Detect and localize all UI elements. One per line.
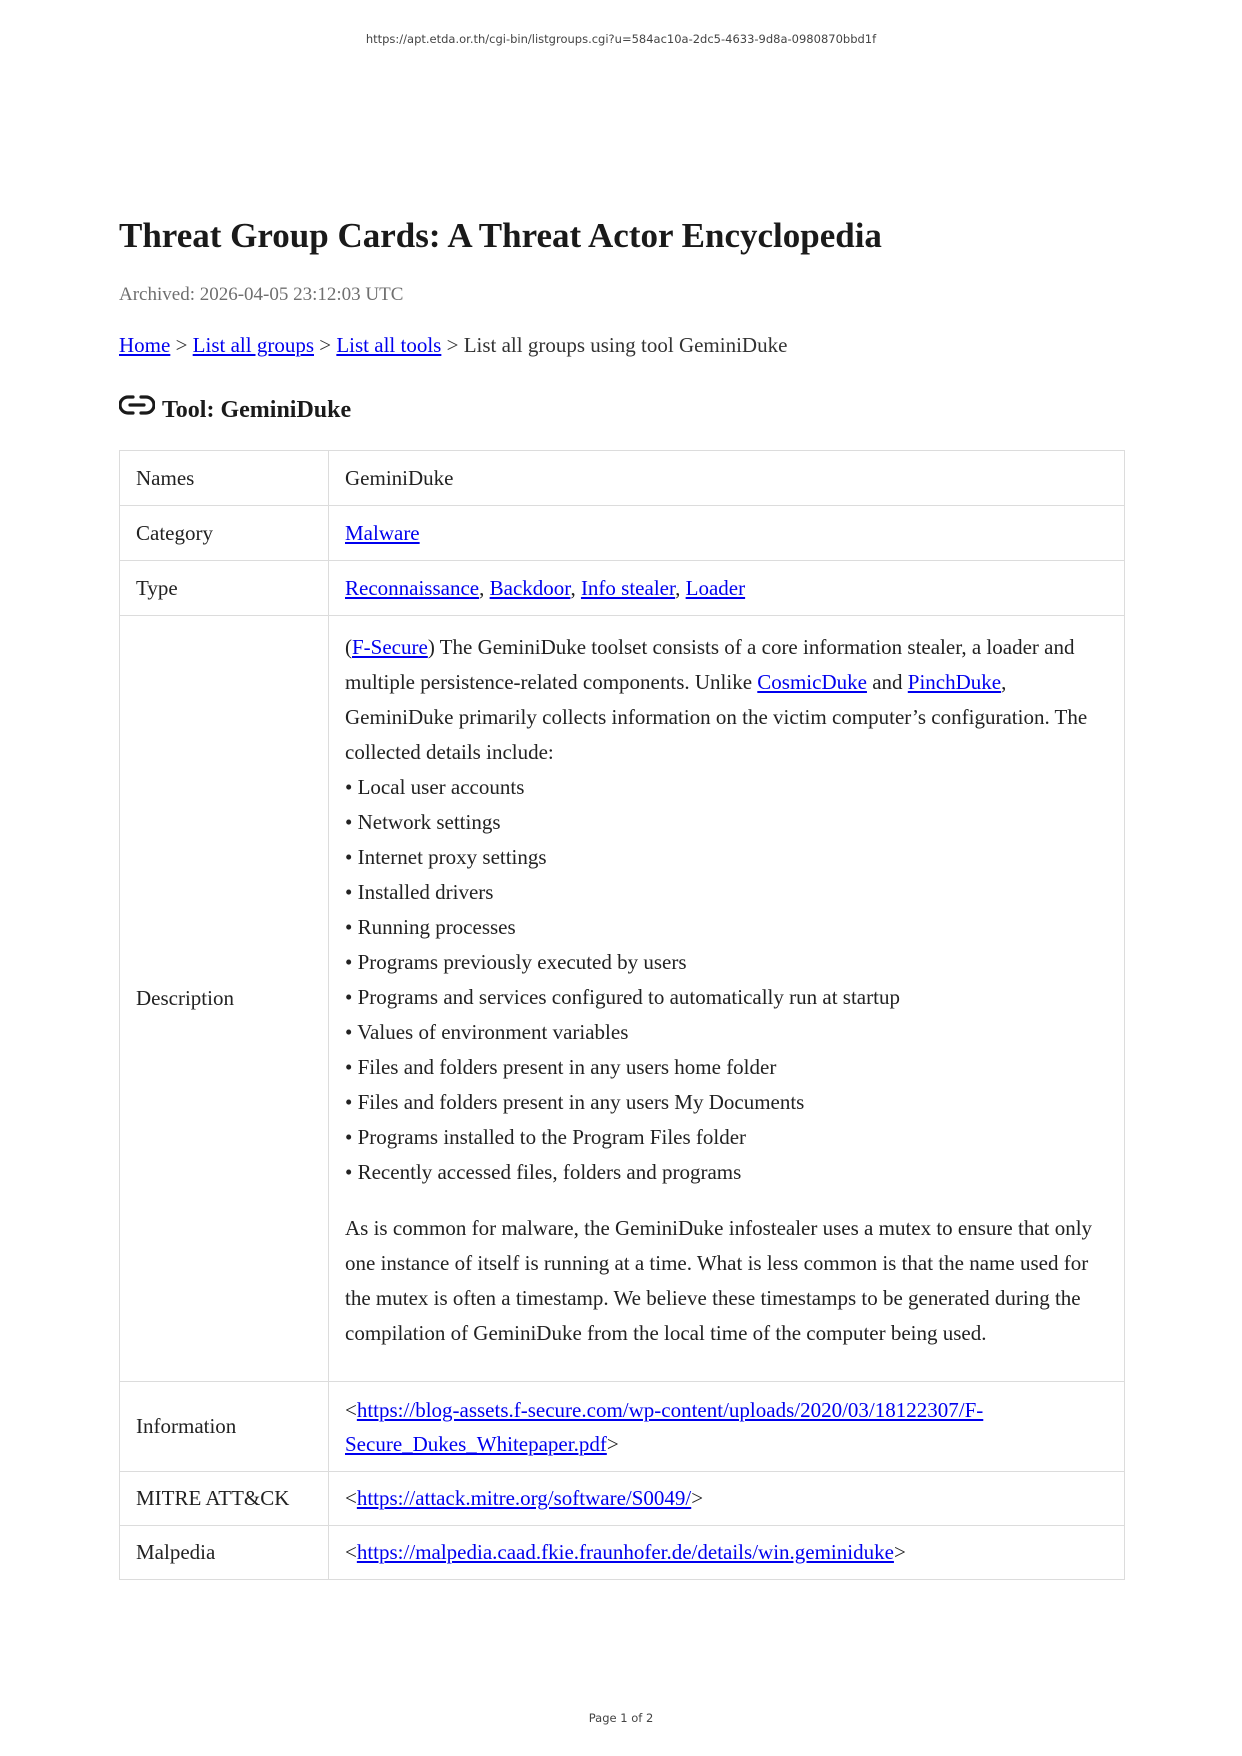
list-item: • Programs installed to the Program Files folder [345, 1125, 747, 1149]
table-row [120, 616, 1125, 1382]
list-item: • Running processes [345, 915, 516, 939]
list-item: • Programs and services configured to automatically run at startup [345, 985, 900, 1009]
type-reconnaissance-link[interactable]: Reconnaissance [345, 575, 480, 600]
angle-open: < [345, 1540, 357, 1564]
description-mutex-paragraph: As is common for malware, the GeminiDuke infostealer uses a mutex to ensure that only one instance of itself is running at a time. What is less common is that the name used for the mutex is often a timestamp. We believe these timestamps to be generated during the compilation of GeminiDuke from the local time of the computer being used. [345, 1216, 1093, 1345]
page-url-header: https://apt.etda.or.th/cgi-bin/listgroups.cgi?u=584ac10a-2dc5-4633-9d8a-0980870bbd1f [365, 32, 877, 46]
description-intro-b: , GeminiDuke primarily collects information on the victim computer’s configuration. The collected details include: [345, 670, 1088, 764]
description-label: Description [120, 616, 329, 1382]
page-title: Threat Group Cards: A Threat Actor Encyclopedia [119, 216, 882, 255]
list-item: • Programs previously executed by users [345, 950, 687, 974]
names-label: Names [120, 451, 329, 506]
description-intro-a: ) The GeminiDuke toolset consists of a core information stealer, a loader and multiple persistence-related components. Unlike [345, 635, 1075, 694]
list-item: • Installed drivers [345, 880, 494, 904]
table-row [120, 506, 1125, 561]
angle-close: > [691, 1486, 704, 1510]
category-malware-link[interactable]: Malware [345, 520, 420, 545]
type-separator: , [675, 575, 681, 600]
names-value: GeminiDuke [329, 451, 1125, 506]
type-separator: , [570, 575, 576, 600]
list-item: • Recently accessed files, folders and programs [345, 1160, 742, 1184]
cosmicduke-link[interactable]: CosmicDuke [757, 670, 867, 694]
breadcrumb-separator: > [319, 333, 332, 357]
list-item: • Files and folders present in any users My Documents [345, 1090, 805, 1114]
malpedia-label: Malpedia [120, 1526, 329, 1580]
type-loader-link[interactable]: Loader [685, 575, 746, 600]
page-number: Page 1 of 2 [588, 1711, 654, 1725]
mitre-value [329, 1472, 1125, 1526]
f-secure-link[interactable]: F-Secure [352, 635, 428, 659]
type-separator: , [479, 575, 485, 600]
breadcrumb [119, 331, 1125, 359]
tool-heading-text: Tool: GeminiDuke [162, 397, 352, 423]
mitre-label: MITRE ATT&CK [120, 1472, 329, 1526]
breadcrumb-groups-link[interactable]: List all groups [192, 333, 314, 357]
type-info-stealer-link[interactable]: Info stealer [580, 575, 676, 600]
description-value [329, 616, 1125, 1382]
mitre-attack-link[interactable]: https://attack.mitre.org/software/S0049/ [356, 1486, 692, 1510]
archived-timestamp: Archived: 2026-04-05 23:12:03 UTC [119, 284, 404, 305]
breadcrumb-home-link[interactable]: Home [119, 333, 171, 357]
table-row [120, 1382, 1125, 1472]
pinchduke-link[interactable]: PinchDuke [907, 670, 1002, 694]
description-intro [345, 630, 1106, 770]
category-label: Category [120, 506, 329, 561]
list-item: • Values of environment variables [345, 1020, 629, 1044]
tool-heading [119, 393, 1125, 425]
malpedia-value [329, 1526, 1125, 1580]
description-and: and [872, 670, 903, 694]
breadcrumb-separator: > [175, 333, 188, 357]
list-item: • Internet proxy settings [345, 845, 547, 869]
breadcrumb-separator: > [446, 333, 459, 357]
category-value [329, 506, 1125, 561]
angle-open: < [345, 1486, 357, 1510]
f-secure-whitepaper-link[interactable]: https://blog-assets.f-secure.com/wp-content/uploads/2020/03/18122307/F-Secure_Dukes_Whitepaper.pdf [345, 1397, 984, 1456]
list-item: • Files and folders present in any users home folder [345, 1055, 777, 1079]
table-row [120, 1472, 1125, 1526]
malpedia-link[interactable]: https://malpedia.caad.fkie.fraunhofer.de/details/win.geminiduke [356, 1540, 894, 1564]
table-row [120, 451, 1125, 506]
source-open-paren: ( [345, 635, 352, 659]
list-item: • Local user accounts [345, 775, 525, 799]
breadcrumb-current: List all groups using tool GeminiDuke [463, 333, 788, 357]
table-row [120, 1526, 1125, 1580]
type-backdoor-link[interactable]: Backdoor [489, 575, 571, 600]
breadcrumb-tools-link[interactable]: List all tools [336, 333, 442, 357]
angle-close: > [893, 1540, 906, 1564]
table-row [120, 561, 1125, 616]
main-content [119, 212, 1125, 1580]
information-value [329, 1382, 1125, 1472]
link-icon [119, 393, 155, 417]
type-value [329, 561, 1125, 616]
type-label: Type [120, 561, 329, 616]
information-label: Information [120, 1382, 329, 1472]
list-item: • Network settings [345, 810, 501, 834]
angle-close: > [606, 1431, 619, 1456]
angle-open: < [345, 1397, 357, 1422]
collected-details-list [345, 770, 1106, 1190]
tool-info-table [119, 450, 1125, 1580]
